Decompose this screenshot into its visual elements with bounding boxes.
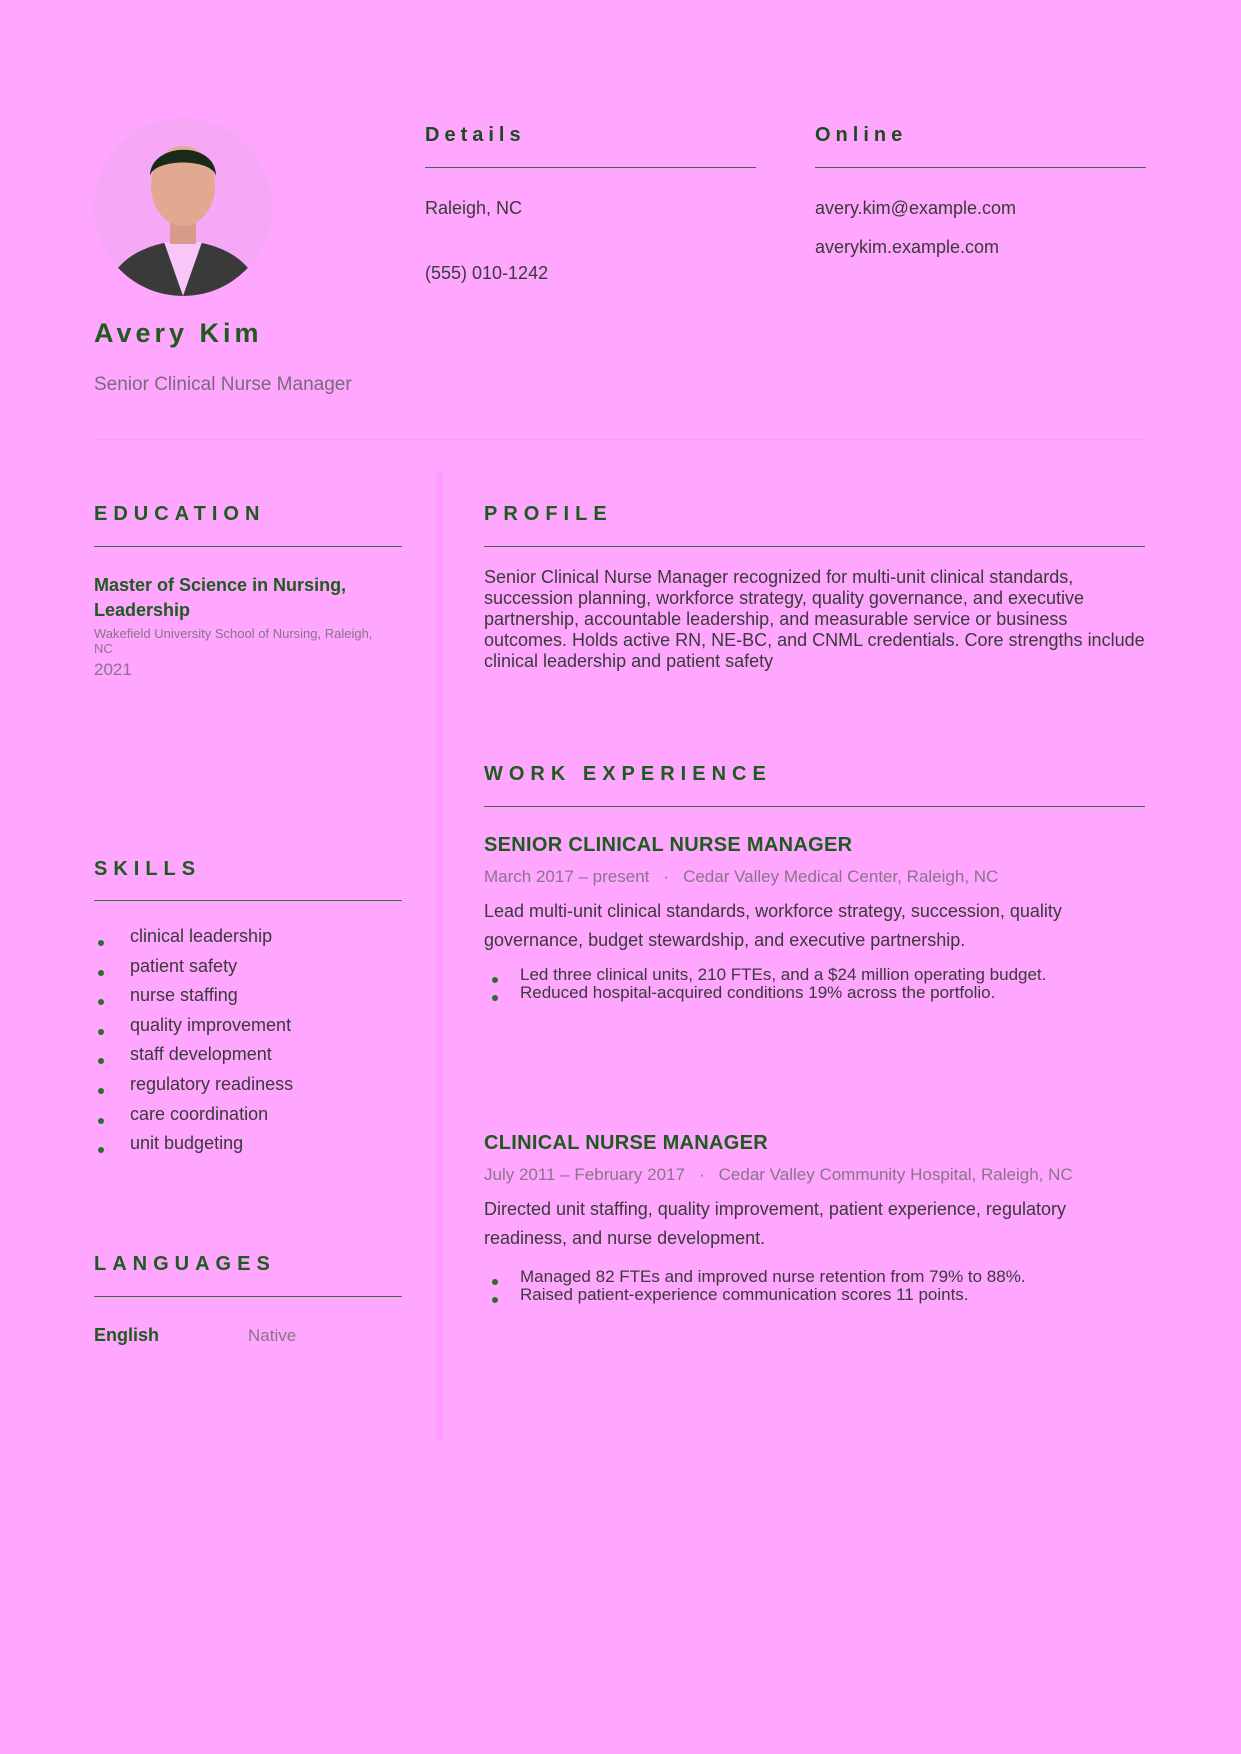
candidate-title: Senior Clinical Nurse Manager bbox=[94, 374, 352, 395]
skill-label: staff development bbox=[130, 1044, 272, 1065]
meta-separator: · bbox=[663, 867, 670, 886]
job-description: Lead multi-unit clinical standards, workforce strategy, succession, quality governance, budget stewardship, and executive partnership. bbox=[484, 901, 1062, 950]
bullet-icon bbox=[98, 940, 104, 946]
online-heading: Online bbox=[815, 124, 908, 146]
bullet-icon bbox=[98, 1088, 104, 1094]
skills-heading: SKILLS bbox=[94, 858, 202, 880]
achievement-text: Managed 82 FTEs and improved nurse retention from 79% to 88%. bbox=[520, 1267, 1026, 1286]
bullet-icon bbox=[492, 1297, 498, 1303]
bullet-icon bbox=[492, 1279, 498, 1285]
list-item bbox=[94, 1014, 293, 1044]
achievement-text: Led three clinical units, 210 FTEs, and a $24 million operating budget. bbox=[520, 965, 1047, 984]
job-description: Directed unit staffing, quality improvement, patient experience, regulatory readiness, and nurse development. bbox=[484, 1199, 1066, 1248]
profile-summary: Senior Clinical Nurse Manager recognized for multi-unit clinical standards, succession planning, workforce strategy, quality governance, and executive partnership, accountable leadership, and measurable service or business outcomes. Holds active RN, NE-BC, and CNML credentials. Core strengths include clinical leadership and patient safety bbox=[484, 567, 1145, 671]
achievement-text: Reduced hospital-acquired conditions 19% across the portfolio. bbox=[520, 983, 996, 1002]
skill-label: regulatory readiness bbox=[130, 1073, 294, 1094]
profile-photo bbox=[94, 118, 272, 296]
meta-separator: · bbox=[698, 1165, 705, 1184]
job-dates: July 2011 – February 2017 bbox=[484, 1165, 685, 1184]
skill-label: clinical leadership bbox=[130, 926, 273, 946]
bullet-icon bbox=[98, 999, 104, 1005]
bullet-icon bbox=[98, 1058, 104, 1064]
list-item bbox=[484, 1286, 1104, 1304]
details-heading: Details bbox=[425, 124, 526, 146]
job-role: CLINICAL NURSE MANAGER bbox=[484, 1132, 769, 1154]
job-dates: March 2017 – present bbox=[484, 867, 650, 886]
profile-heading: PROFILE bbox=[484, 503, 613, 525]
job-meta bbox=[484, 1165, 1073, 1185]
list-item bbox=[94, 1132, 293, 1162]
phone-text: (555) 010-1242 bbox=[425, 263, 549, 283]
job-achievements bbox=[484, 1268, 1104, 1304]
education-heading: EDUCATION bbox=[94, 503, 266, 525]
experience-heading: WORK EXPERIENCE bbox=[484, 763, 772, 785]
languages-divider bbox=[94, 1296, 402, 1297]
language-name: English bbox=[94, 1325, 160, 1345]
list-item bbox=[94, 1073, 293, 1103]
online-divider bbox=[815, 167, 1146, 168]
bullet-icon bbox=[492, 995, 498, 1001]
education-divider bbox=[94, 546, 402, 547]
job-achievements bbox=[484, 966, 1104, 1002]
achievement-text: Raised patient-experience communication scores 11 points. bbox=[520, 1285, 969, 1304]
experience-divider bbox=[484, 806, 1145, 807]
column-divider bbox=[436, 472, 443, 1440]
list-item bbox=[94, 1043, 293, 1073]
list-item bbox=[484, 966, 1104, 984]
skills-divider bbox=[94, 900, 402, 901]
skill-label: patient safety bbox=[130, 955, 238, 976]
education-year: 2021 bbox=[94, 660, 132, 679]
skill-label: care coordination bbox=[130, 1103, 269, 1124]
skills-list bbox=[94, 925, 293, 1162]
details-divider bbox=[425, 167, 756, 168]
education-degree: Master of Science in Nursing, Leadership bbox=[94, 575, 347, 620]
list-item bbox=[484, 1268, 1104, 1286]
profile-divider bbox=[484, 546, 1145, 547]
language-level: Native bbox=[248, 1326, 297, 1345]
list-item bbox=[94, 1103, 293, 1133]
bullet-icon bbox=[492, 977, 498, 983]
job-employer: Cedar Valley Medical Center, Raleigh, NC bbox=[683, 867, 999, 886]
header-divider bbox=[94, 439, 1145, 440]
skill-label: quality improvement bbox=[130, 1014, 292, 1035]
list-item bbox=[484, 984, 1104, 1002]
job-employer: Cedar Valley Community Hospital, Raleigh, NC bbox=[718, 1165, 1073, 1184]
job-role: SENIOR CLINICAL NURSE MANAGER bbox=[484, 834, 853, 856]
bullet-icon bbox=[98, 970, 104, 976]
bullet-icon bbox=[98, 1147, 104, 1153]
education-school: Wakefield University School of Nursing, Raleigh, NC bbox=[94, 626, 373, 656]
bullet-icon bbox=[98, 1029, 104, 1035]
website-link[interactable]: averykim.example.com bbox=[815, 237, 1000, 257]
location-text: Raleigh, NC bbox=[425, 198, 523, 218]
skill-label: unit budgeting bbox=[130, 1133, 244, 1154]
languages-heading: LANGUAGES bbox=[94, 1253, 276, 1275]
candidate-name: Avery Kim bbox=[94, 318, 263, 348]
list-item bbox=[94, 955, 293, 985]
email-link[interactable]: avery.kim@example.com bbox=[815, 198, 1016, 218]
list-item bbox=[94, 925, 293, 955]
list-item bbox=[94, 984, 293, 1014]
skill-label: nurse staffing bbox=[130, 985, 238, 1006]
bullet-icon bbox=[98, 1118, 104, 1124]
job-meta bbox=[484, 867, 998, 887]
